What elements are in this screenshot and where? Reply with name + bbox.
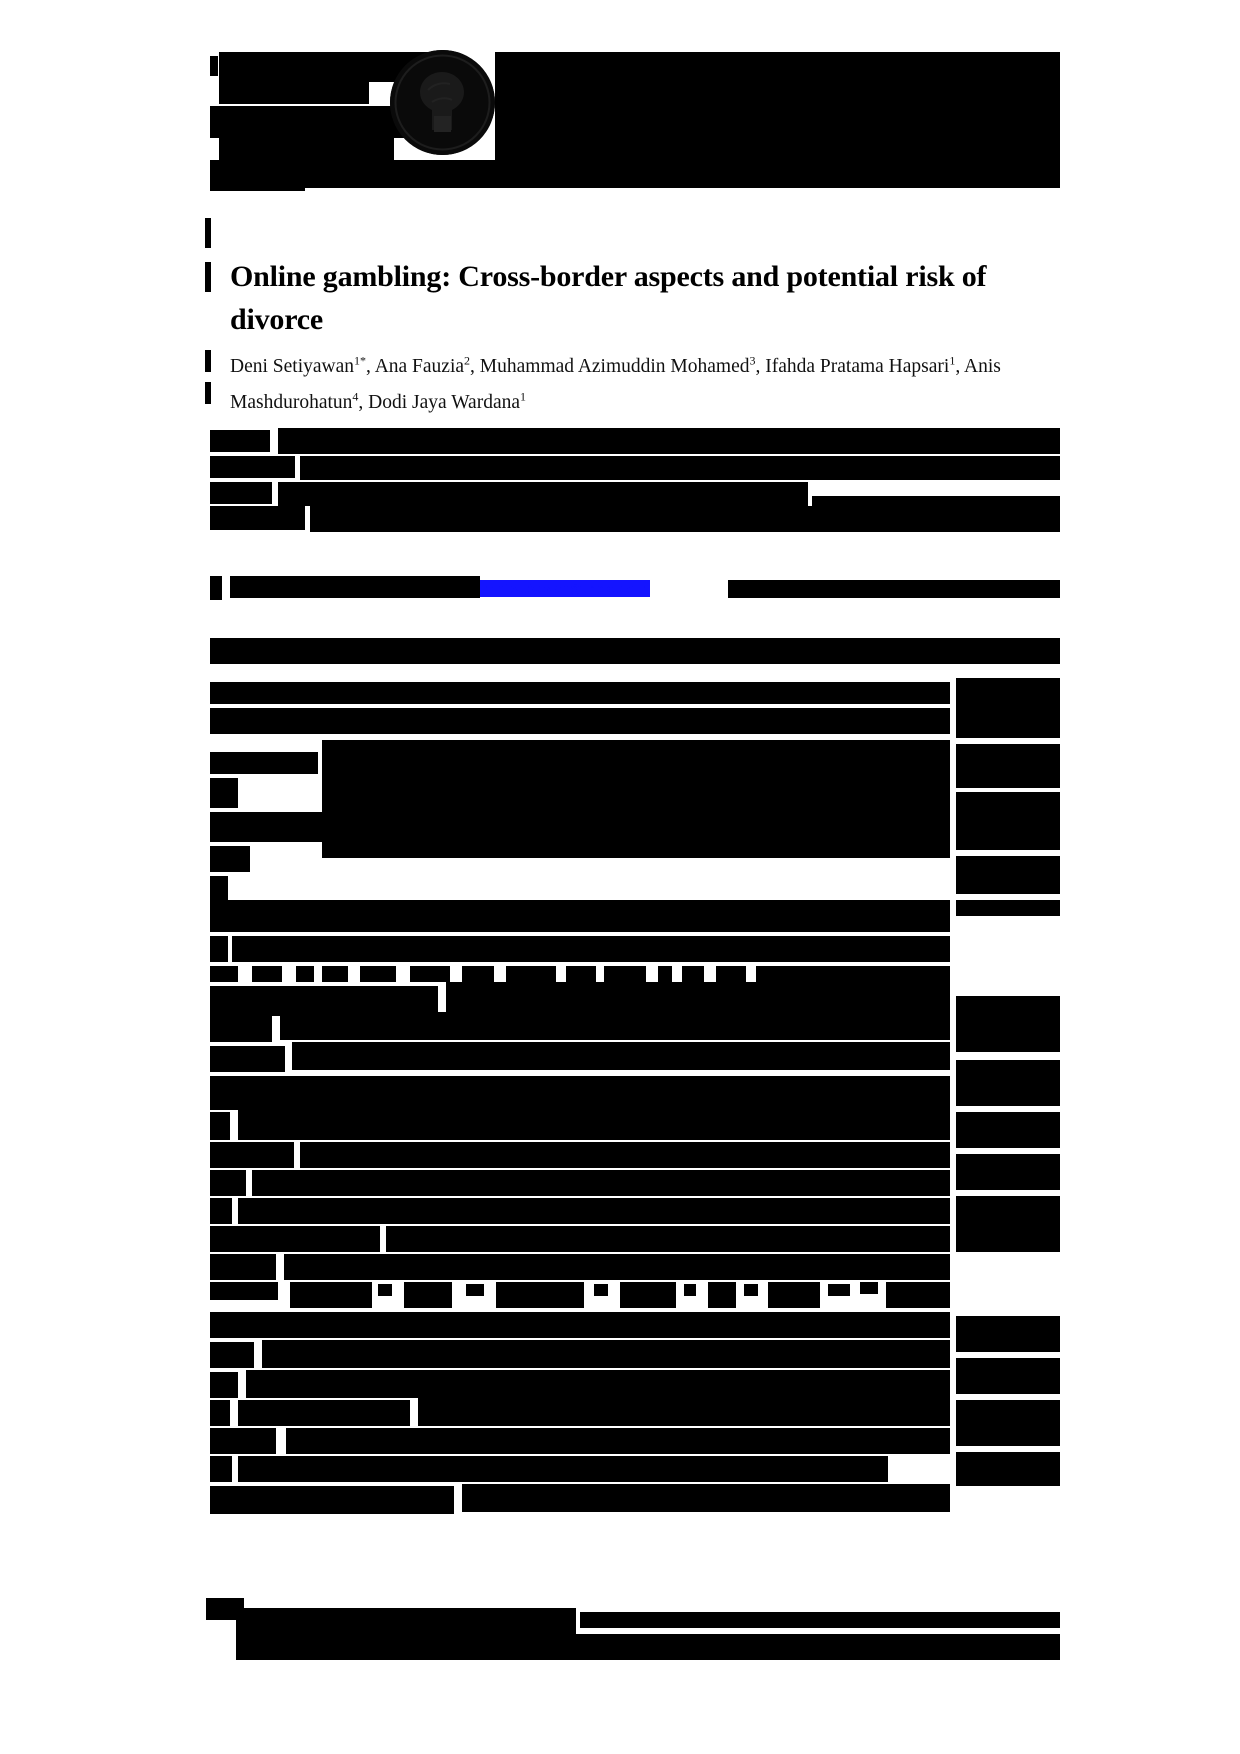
page-title: Online gambling: Cross-border aspects and potential risk of divorce	[230, 260, 987, 337]
ref-token-6	[496, 1282, 584, 1308]
body-line-5	[210, 1046, 285, 1072]
masthead-line-3	[210, 106, 415, 138]
body-line-26	[238, 1400, 410, 1426]
keyword-tail	[756, 966, 950, 982]
keyword-12	[682, 966, 704, 982]
body-line-32	[210, 1486, 454, 1514]
keyword-6	[410, 966, 450, 982]
right-block-10	[956, 1196, 1060, 1252]
meta-label-4	[210, 506, 305, 530]
correspondence-tail	[728, 580, 1060, 598]
right-block-8	[956, 1112, 1060, 1148]
body-line-28	[210, 1428, 276, 1454]
right-block-5	[956, 900, 1060, 916]
meta-label-3	[210, 482, 272, 504]
meta-value-1	[278, 428, 1060, 454]
keyword-10	[604, 966, 646, 982]
correspondence-tick	[210, 576, 222, 600]
body-line-8	[210, 1112, 230, 1140]
right-block-3	[956, 792, 1060, 850]
author-line: Deni Setiyawan$^{1*}$, Ana Fauzia$^2$, Muhammad Azimuddin Mohamed$^3$, Ifahda Pratama Hapsari$^1$, Anis Mashdurohatun$^4$, Dodi Jaya Wardana$^1$	[230, 353, 1001, 413]
masthead-line-2	[219, 82, 369, 104]
body-line-3	[210, 1016, 272, 1042]
abstract-line-9	[232, 936, 950, 962]
footer-rule	[236, 1634, 1060, 1660]
keyword-8	[506, 966, 556, 982]
body-line-12	[210, 1170, 246, 1196]
body-line-25	[210, 1400, 230, 1426]
right-block-2	[956, 744, 1060, 788]
authors-gutter-tick-2	[205, 382, 211, 404]
masthead-rule-left	[210, 161, 305, 191]
ref-token-13	[828, 1284, 850, 1296]
masthead-right-block	[495, 52, 1060, 162]
keyword-5	[360, 966, 396, 982]
body-line-7	[210, 1076, 950, 1110]
ref-token-11	[744, 1284, 758, 1296]
body-line-23	[210, 1372, 238, 1398]
body-line-19	[284, 1254, 950, 1280]
body-line-20	[210, 1312, 950, 1338]
keyword-1	[210, 966, 238, 982]
body-line-30	[210, 1456, 232, 1482]
right-block-6	[956, 996, 1060, 1052]
section-rule	[210, 638, 1060, 664]
body-line-14	[210, 1198, 232, 1224]
meta-value-4	[310, 506, 1060, 532]
body-line-4	[280, 1012, 950, 1040]
meta-value-2	[300, 456, 1060, 480]
ref-token-3	[378, 1284, 392, 1296]
title-gutter-tick-2	[205, 262, 211, 292]
body-line-24	[246, 1370, 950, 1398]
keyword-13	[716, 966, 746, 982]
ref-token-12	[768, 1282, 820, 1308]
author-list	[230, 345, 1050, 418]
body-line-22	[262, 1340, 950, 1368]
body-line-9	[238, 1110, 950, 1140]
body-line-2	[446, 982, 950, 1012]
right-block-11	[956, 1316, 1060, 1352]
title-gutter-tick	[205, 218, 211, 248]
meta-label-1	[210, 430, 270, 452]
keyword-7	[462, 966, 494, 982]
ref-token-15	[886, 1282, 950, 1308]
masthead-line-4	[219, 138, 394, 160]
abstract-line-3	[210, 778, 238, 808]
ref-token-2	[290, 1282, 372, 1308]
body-line-21	[210, 1342, 254, 1368]
abstract-line-7	[210, 900, 950, 932]
abstract-line-8	[210, 936, 228, 962]
body-line-18	[210, 1254, 276, 1280]
corresponding-email-link[interactable]: deni.setiyawan@unesa.ac.id	[482, 581, 648, 596]
keyword-3	[296, 966, 314, 982]
abstract-line-6	[210, 876, 228, 902]
ref-token-8	[620, 1282, 676, 1308]
body-line-29	[286, 1428, 950, 1454]
body-line-27	[418, 1398, 950, 1426]
keyword-4	[322, 966, 348, 982]
abstract-line-4	[210, 812, 605, 842]
ref-token-10	[708, 1282, 736, 1308]
ref-token-9	[684, 1284, 696, 1296]
masthead-tick	[210, 56, 218, 76]
right-block-4	[956, 856, 1060, 894]
body-line-31	[238, 1456, 888, 1482]
body-line-15	[238, 1198, 950, 1224]
keyword-2	[252, 966, 282, 982]
meta-label-2	[210, 456, 295, 478]
right-block-13	[956, 1400, 1060, 1446]
correspondence-label	[230, 576, 480, 598]
body-line-11	[300, 1142, 950, 1168]
right-block-12	[956, 1358, 1060, 1394]
body-line-33	[462, 1484, 950, 1512]
body-line-6	[292, 1042, 950, 1070]
body-line-17	[386, 1226, 950, 1252]
ref-token-5	[466, 1284, 484, 1296]
ref-token-4	[404, 1282, 452, 1308]
abstract-line-5	[210, 846, 250, 872]
right-block-7	[956, 1060, 1060, 1106]
right-block-1	[956, 678, 1060, 738]
abstract-line-2a	[210, 752, 318, 774]
right-block-9	[956, 1154, 1060, 1190]
footer-right-text	[580, 1612, 1060, 1628]
body-line-13	[252, 1170, 950, 1196]
keyword-11	[658, 966, 672, 982]
ref-token-7	[594, 1284, 608, 1296]
meta-value-3	[278, 482, 808, 506]
right-block-14	[956, 1452, 1060, 1486]
keyword-9	[566, 966, 596, 982]
body-line-16	[210, 1226, 380, 1252]
abstract-line-1	[210, 708, 950, 734]
abstract-heading	[210, 682, 950, 704]
masthead-rule	[210, 160, 1060, 188]
journal-tree-emblem-icon	[390, 50, 495, 155]
ref-token-1	[210, 1282, 278, 1300]
ref-token-14	[860, 1282, 878, 1294]
body-line-10	[210, 1142, 294, 1168]
authors-gutter-tick	[205, 350, 211, 372]
